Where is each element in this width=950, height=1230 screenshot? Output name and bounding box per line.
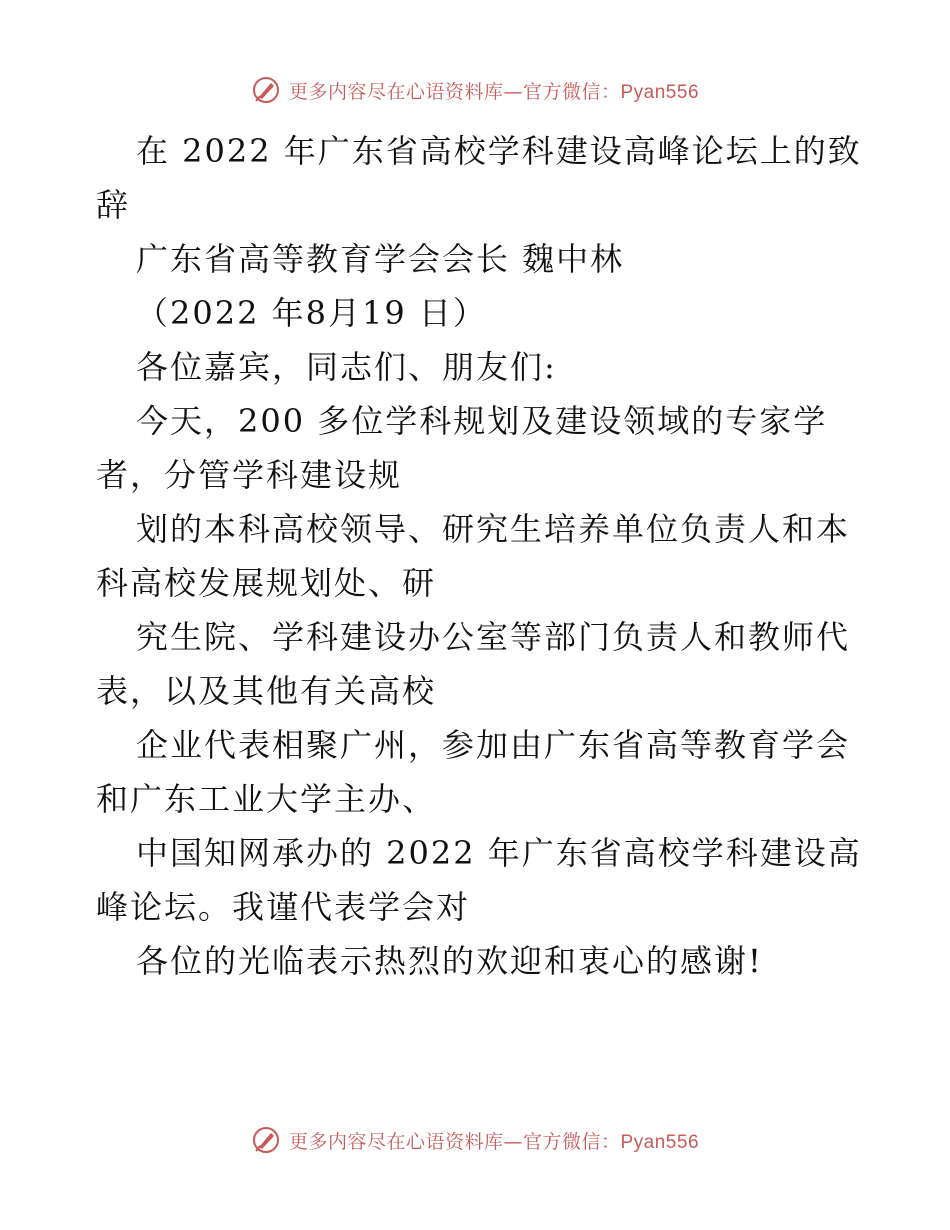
paragraph-line: 企业代表相聚广州，参加由广东省高等教育学会 xyxy=(136,726,851,764)
banner-main-text: 更多内容尽在心语资料库 xyxy=(288,1130,504,1153)
paragraph-line: 中国知网承办的 2022 年广东省高校学科建设高 xyxy=(136,834,862,872)
banner-main-text: 更多内容尽在心语资料库 xyxy=(288,80,504,103)
salutation-line: 各位嘉宾，同志们、朋友们: xyxy=(136,348,557,386)
quill-pen-logo-icon xyxy=(251,1125,281,1155)
banner-wechat-id: Pyan556 xyxy=(620,1131,700,1153)
paragraph-line: 科高校发展规划处、研 xyxy=(96,564,437,602)
banner-wechat-label: 官方微信： xyxy=(522,1130,621,1153)
paragraph-line: 究生院、学科建设办公室等部门负责人和教师代 xyxy=(136,618,851,656)
paragraph-line: 峰论坛。我谨代表学会对 xyxy=(96,888,471,926)
banner-separator: — xyxy=(503,1130,523,1153)
paragraph-line: 今天，200 多位学科规划及建设领域的专家学 xyxy=(136,402,828,440)
speaker-line: 广东省高等教育学会会长 魏中林 xyxy=(136,240,625,278)
paragraph-line: 者，分管学科建设规 xyxy=(96,456,403,494)
banner-text xyxy=(289,77,699,104)
date-line: （2022 年8月19 日） xyxy=(136,294,487,332)
banner-text xyxy=(289,1127,699,1154)
banner-separator: — xyxy=(503,80,523,103)
footer-banner xyxy=(0,1120,950,1160)
speech-title-line-2: 辞 xyxy=(96,186,131,224)
banner-wechat-label: 官方微信： xyxy=(522,80,621,103)
paragraph-line: 各位的光临表示热烈的欢迎和衷心的感谢! xyxy=(136,942,763,980)
quill-pen-logo-icon xyxy=(251,75,281,105)
paragraph-line: 和广东工业大学主办、 xyxy=(96,780,437,818)
speech-title-line-1: 在 2022 年广东省高校学科建设高峰论坛上的致 xyxy=(136,132,862,170)
paragraph-line: 表，以及其他有关高校 xyxy=(96,672,437,710)
paragraph-line: 划的本科高校领导、研究生培养单位负责人和本 xyxy=(136,510,851,548)
header-banner xyxy=(0,70,950,110)
banner-wechat-id: Pyan556 xyxy=(620,81,700,103)
document-body xyxy=(96,124,862,988)
